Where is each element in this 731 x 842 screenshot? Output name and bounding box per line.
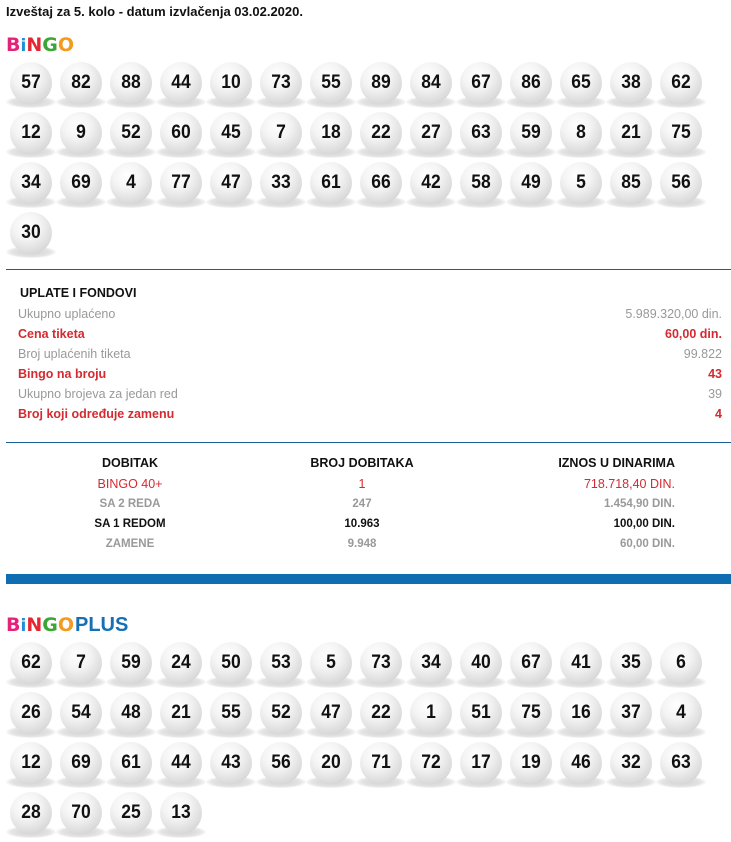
ball-number: 22 <box>371 702 391 723</box>
logo-letter: i <box>20 36 27 56</box>
number-ball <box>206 162 256 212</box>
ball-number: 22 <box>371 122 391 143</box>
header-prize: DOBITAK <box>101 456 158 470</box>
number-ball <box>506 642 556 692</box>
number-ball <box>456 642 506 692</box>
ball-number: 34 <box>21 172 41 193</box>
ball-number: 57 <box>21 72 41 93</box>
number-ball <box>156 742 206 792</box>
fund-row <box>18 347 722 367</box>
ball-number: 51 <box>471 702 491 723</box>
number-ball <box>106 642 156 692</box>
number-ball <box>406 112 456 162</box>
number-ball <box>256 112 306 162</box>
number-ball <box>506 162 556 212</box>
ball-number: 28 <box>21 802 41 823</box>
fund-value: 4 <box>715 407 722 421</box>
ball-number: 55 <box>221 702 241 723</box>
ball-number: 72 <box>421 752 441 773</box>
number-ball <box>606 642 656 692</box>
prize-count: 1 <box>358 477 366 491</box>
ball-number: 66 <box>371 172 391 193</box>
bingo-logo <box>6 34 74 57</box>
ball-number: 35 <box>621 652 641 673</box>
ball-number: 7 <box>76 652 86 673</box>
number-ball <box>556 692 606 742</box>
ball-number: 62 <box>21 652 41 673</box>
prize-table-header <box>6 452 731 474</box>
ball-number: 75 <box>671 122 691 143</box>
fund-label: Bingo na broju <box>18 367 107 381</box>
number-ball <box>406 162 456 212</box>
number-ball <box>6 62 56 112</box>
number-ball <box>656 642 706 692</box>
number-ball <box>306 742 356 792</box>
ball-number: 59 <box>121 652 141 673</box>
logo-letter: G <box>42 614 58 636</box>
number-ball <box>56 62 106 112</box>
ball-number: 17 <box>471 752 491 773</box>
ball-number: 73 <box>371 652 391 673</box>
ball-number: 7 <box>276 122 286 143</box>
number-ball <box>106 112 156 162</box>
number-ball <box>106 692 156 742</box>
report-title: Izveštaj za 5. kolo - datum izvlačenja 03.02.2020. <box>6 4 303 19</box>
number-ball <box>206 62 256 112</box>
ball-number: 75 <box>521 702 541 723</box>
ball-number: 70 <box>71 802 91 823</box>
prize-amount: 1.454,90 DIN. <box>604 498 675 510</box>
ball-number: 65 <box>571 72 591 93</box>
number-ball <box>456 162 506 212</box>
number-ball <box>606 692 656 742</box>
ball-number: 10 <box>221 72 241 93</box>
number-ball <box>456 62 506 112</box>
ball-number: 24 <box>171 652 191 673</box>
bingo-drawn-numbers <box>6 62 726 262</box>
logo-letter: B <box>6 614 21 636</box>
ball-number: 67 <box>521 652 541 673</box>
prize-count: 9.948 <box>347 538 377 550</box>
number-ball <box>356 742 406 792</box>
ball-number: 73 <box>271 72 291 93</box>
number-ball <box>356 642 406 692</box>
fund-label: Ukupno uplaćeno <box>18 307 116 321</box>
ball-number: 48 <box>121 702 141 723</box>
prize-row <box>6 474 731 494</box>
number-ball <box>656 162 706 212</box>
number-ball <box>56 162 106 212</box>
number-ball <box>256 62 306 112</box>
number-ball <box>656 692 706 742</box>
number-ball <box>606 112 656 162</box>
number-ball <box>56 642 106 692</box>
fund-label: Broj uplaćenih tiketa <box>18 347 131 361</box>
ball-number: 16 <box>571 702 591 723</box>
ball-number: 52 <box>121 122 141 143</box>
number-ball <box>256 162 306 212</box>
ball-number: 41 <box>571 652 591 673</box>
ball-number: 89 <box>371 72 391 93</box>
number-ball <box>106 162 156 212</box>
ball-number: 12 <box>21 752 41 773</box>
ball-number: 12 <box>21 122 41 143</box>
ball-number: 33 <box>271 172 291 193</box>
ball-number: 13 <box>171 802 191 823</box>
divider <box>6 269 731 270</box>
number-ball <box>206 112 256 162</box>
number-ball <box>56 792 106 842</box>
number-ball <box>6 742 56 792</box>
ball-number: 69 <box>71 752 91 773</box>
number-ball <box>556 62 606 112</box>
number-ball <box>656 112 706 162</box>
number-ball <box>356 692 406 742</box>
ball-number: 84 <box>421 72 441 93</box>
number-ball <box>56 692 106 742</box>
fund-value: 99.822 <box>683 347 722 361</box>
prize-amount: 100,00 DIN. <box>613 518 675 530</box>
logo-letter: O <box>57 34 74 56</box>
logo-letter: O <box>57 614 74 636</box>
number-ball <box>6 692 56 742</box>
number-ball <box>406 692 456 742</box>
logo-letter: N <box>26 614 43 636</box>
number-ball <box>6 642 56 692</box>
ball-number: 5 <box>326 652 336 673</box>
prize-row <box>6 534 731 554</box>
number-ball <box>556 112 606 162</box>
prize-amount: 718.718,40 DIN. <box>583 477 675 491</box>
number-ball <box>456 112 506 162</box>
fund-row <box>18 307 722 327</box>
number-ball <box>206 692 256 742</box>
ball-number: 67 <box>471 72 491 93</box>
ball-number: 20 <box>321 752 341 773</box>
ball-number: 54 <box>71 702 91 723</box>
ball-number: 88 <box>121 72 141 93</box>
logo-suffix: PLUS <box>74 614 129 636</box>
ball-number: 4 <box>126 172 136 193</box>
number-ball <box>156 692 206 742</box>
fund-label: Ukupno brojeva za jedan red <box>18 387 178 401</box>
fund-row <box>18 387 722 407</box>
logo-letter: B <box>6 34 21 56</box>
ball-number: 61 <box>121 752 141 773</box>
number-ball <box>506 112 556 162</box>
ball-number: 53 <box>271 652 291 673</box>
ball-number: 25 <box>121 802 141 823</box>
ball-number: 62 <box>671 72 691 93</box>
ball-number: 43 <box>221 752 241 773</box>
ball-number: 21 <box>621 122 641 143</box>
ball-number: 77 <box>171 172 191 193</box>
number-ball <box>256 692 306 742</box>
number-ball <box>156 642 206 692</box>
prize-table <box>6 452 731 554</box>
ball-number: 56 <box>271 752 291 773</box>
ball-number: 34 <box>421 652 441 673</box>
number-ball <box>356 162 406 212</box>
ball-number: 40 <box>471 652 491 673</box>
fund-value: 60,00 din. <box>665 327 722 341</box>
prize-count: 10.963 <box>344 518 380 530</box>
fund-value: 43 <box>708 367 722 381</box>
prize-name: BINGO 40+ <box>97 477 163 491</box>
ball-number: 82 <box>71 72 91 93</box>
ball-number: 63 <box>471 122 491 143</box>
number-ball <box>606 62 656 112</box>
ball-number: 30 <box>21 222 41 243</box>
number-ball <box>256 642 306 692</box>
fund-label: Broj koji određuje zamenu <box>18 407 175 421</box>
ball-number: 71 <box>371 752 391 773</box>
number-ball <box>556 742 606 792</box>
number-ball <box>56 742 106 792</box>
number-ball <box>156 112 206 162</box>
fund-row <box>18 327 722 347</box>
number-ball <box>356 62 406 112</box>
number-ball <box>556 162 606 212</box>
number-ball <box>106 792 156 842</box>
prize-row <box>6 494 731 514</box>
ball-number: 42 <box>421 172 441 193</box>
ball-number: 60 <box>171 122 191 143</box>
ball-number: 46 <box>571 752 591 773</box>
ball-number: 50 <box>221 652 241 673</box>
ball-number: 27 <box>421 122 441 143</box>
number-ball <box>306 642 356 692</box>
ball-number: 52 <box>271 702 291 723</box>
number-ball <box>456 742 506 792</box>
bingoplus-drawn-numbers <box>6 642 726 842</box>
ball-number: 61 <box>321 172 341 193</box>
ball-number: 69 <box>71 172 91 193</box>
prize-name: ZAMENE <box>105 538 155 550</box>
number-ball <box>556 642 606 692</box>
ball-number: 9 <box>76 122 86 143</box>
funds-title: UPLATE I FONDOVI <box>20 286 137 300</box>
number-ball <box>406 742 456 792</box>
ball-number: 6 <box>676 652 686 673</box>
ball-number: 21 <box>171 702 191 723</box>
number-ball <box>156 792 206 842</box>
header-count: BROJ DOBITAKA <box>310 456 414 470</box>
number-ball <box>656 62 706 112</box>
number-ball <box>56 112 106 162</box>
ball-number: 49 <box>521 172 541 193</box>
ball-number: 44 <box>171 752 191 773</box>
ball-number: 44 <box>171 72 191 93</box>
ball-number: 1 <box>426 702 436 723</box>
prize-amount: 60,00 DIN. <box>620 538 675 550</box>
ball-number: 59 <box>521 122 541 143</box>
ball-number: 55 <box>321 72 341 93</box>
number-ball <box>206 642 256 692</box>
number-ball <box>306 162 356 212</box>
logo-letter: G <box>42 34 58 56</box>
number-ball <box>606 162 656 212</box>
ball-number: 45 <box>221 122 241 143</box>
number-ball <box>306 62 356 112</box>
bingoplus-logo <box>6 614 128 637</box>
number-ball <box>656 742 706 792</box>
ball-number: 18 <box>321 122 341 143</box>
ball-number: 26 <box>21 702 41 723</box>
ball-number: 63 <box>671 752 691 773</box>
number-ball <box>506 62 556 112</box>
fund-value: 5.989.320,00 din. <box>625 307 722 321</box>
number-ball <box>106 742 156 792</box>
number-ball <box>6 792 56 842</box>
prize-name: SA 1 REDOM <box>94 518 166 530</box>
ball-number: 47 <box>221 172 241 193</box>
ball-number: 5 <box>576 172 586 193</box>
number-ball <box>106 62 156 112</box>
ball-number: 58 <box>471 172 491 193</box>
number-ball <box>206 742 256 792</box>
divider <box>6 442 731 443</box>
fund-label: Cena tiketa <box>18 327 85 341</box>
fund-value: 39 <box>708 387 722 401</box>
ball-number: 37 <box>621 702 641 723</box>
number-ball <box>156 162 206 212</box>
ball-number: 56 <box>671 172 691 193</box>
prize-count: 247 <box>352 498 372 510</box>
fund-row <box>18 367 722 387</box>
ball-number: 86 <box>521 72 541 93</box>
number-ball <box>306 112 356 162</box>
number-ball <box>456 692 506 742</box>
ball-number: 4 <box>676 702 686 723</box>
fund-row <box>18 407 722 427</box>
number-ball <box>6 212 56 262</box>
prize-row <box>6 514 731 534</box>
ball-number: 8 <box>576 122 586 143</box>
ball-number: 19 <box>521 752 541 773</box>
section-separator-bar <box>6 574 731 584</box>
header-amount: IZNOS U DINARIMA <box>558 456 675 470</box>
number-ball <box>406 62 456 112</box>
number-ball <box>506 742 556 792</box>
ball-number: 32 <box>621 752 641 773</box>
number-ball <box>256 742 306 792</box>
number-ball <box>156 62 206 112</box>
logo-letter: i <box>20 616 27 636</box>
prize-name: SA 2 REDA <box>99 498 161 510</box>
number-ball <box>606 742 656 792</box>
number-ball <box>306 692 356 742</box>
number-ball <box>406 642 456 692</box>
ball-number: 85 <box>621 172 641 193</box>
number-ball <box>6 112 56 162</box>
logo-letter: N <box>26 34 43 56</box>
number-ball <box>356 112 406 162</box>
number-ball <box>6 162 56 212</box>
number-ball <box>506 692 556 742</box>
ball-number: 47 <box>321 702 341 723</box>
ball-number: 38 <box>621 72 641 93</box>
